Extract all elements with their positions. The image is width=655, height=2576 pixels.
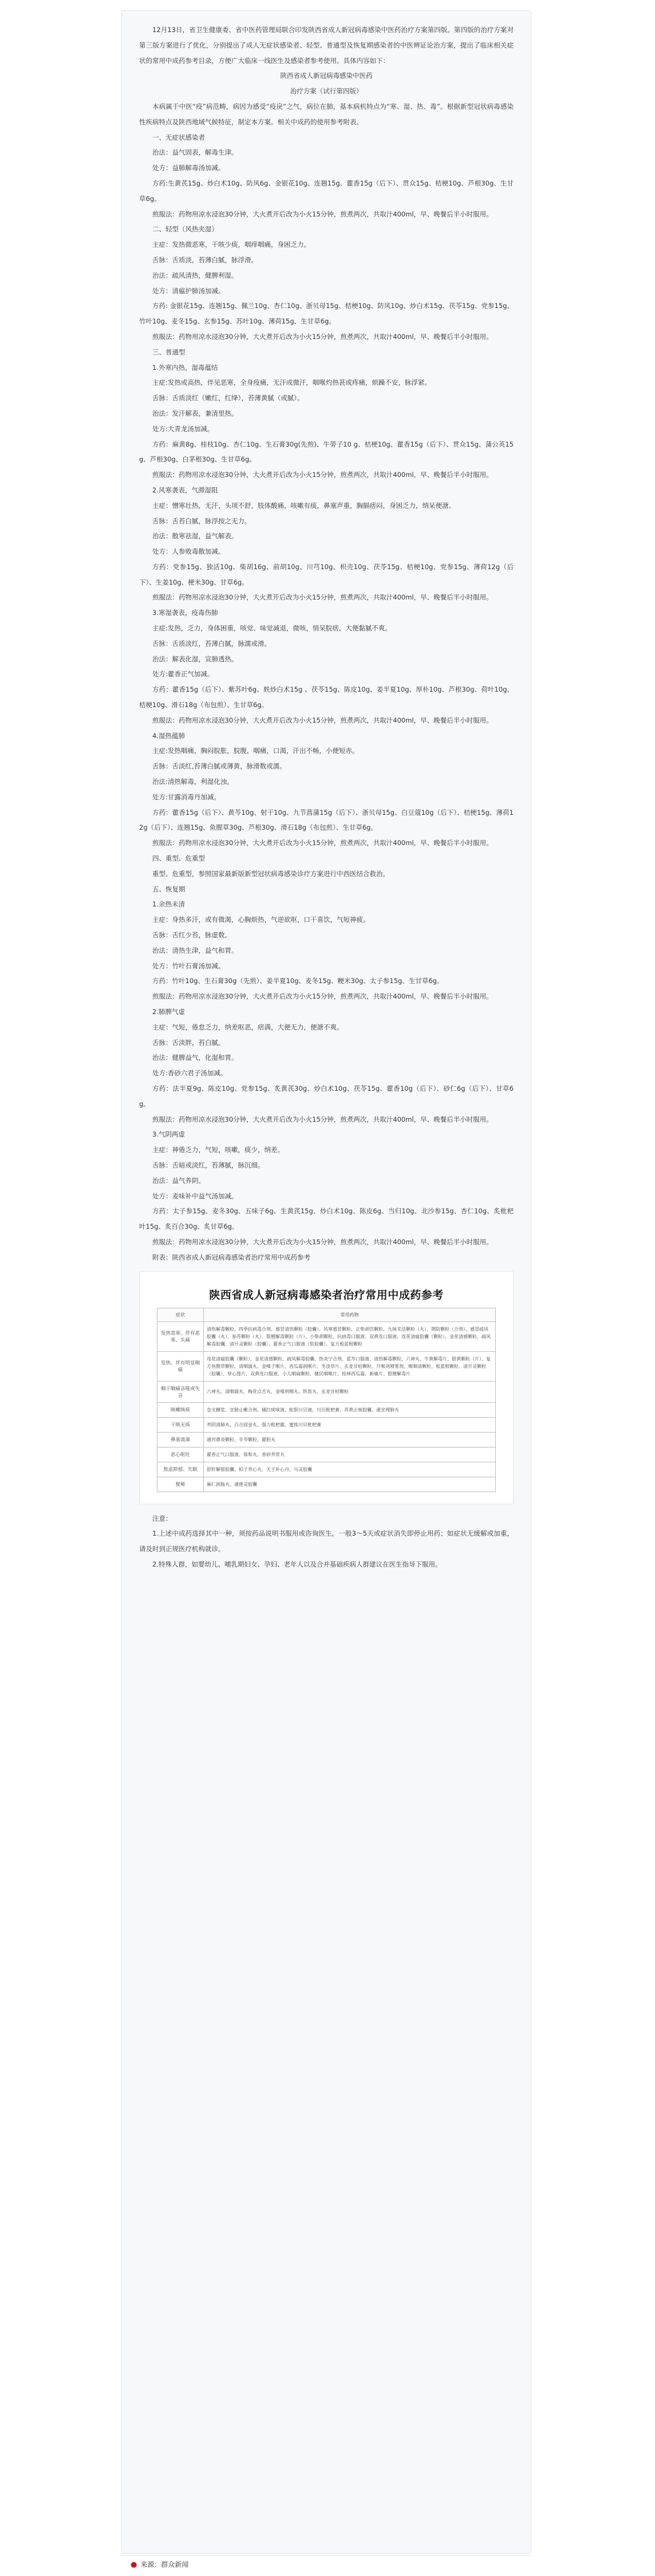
table-cell-medicines: 养阴清肺丸、百合固金丸、强力枇杷露、蜜炼川贝枇杷膏 [204,1417,496,1432]
table-row [157,1477,496,1492]
paragraph: 处方：益肺解毒汤加减。 [152,164,225,172]
paragraph: 舌脉：舌暗或淡红，苔薄腻，脉沉细。 [152,1161,265,1169]
table-row [157,1402,496,1417]
table-row [157,1417,496,1432]
paragraph: 1.外寒内热，湿毒蕴结 [152,363,218,372]
paragraph: 4.湿热蕴肺 [152,731,185,740]
paragraph: 主症：身热多汗，或有微渴，心胸烦热，气逆欲呕，口干喜饮，气短神疲。 [152,916,370,924]
paragraph: 治法：发汗解表，兼清里热。 [152,409,238,417]
paragraph: 主症:发热，乏力，身体困重，咳觉、味觉减退，微咳，悄呆脘痞，大便黏腻不爽。 [152,624,392,633]
paragraph: 煎服法：药物用凉水浸泡30分钟，大火煮开后改为小火15分钟，煎煮两次，共取汁400ml，早、晚餐后半小时服用。 [152,471,493,479]
table-cell-medicines: 连花清瘟胶囊（颗粒）、金花清感颗粒、疏风解毒胶囊、热炎宁合剂、蓝芩口服液、清热解毒颗粒、六神丸、牛黄解毒片、银黄颗粒（片）、复方鱼腥草颗粒、清咽滴丸、金嗓子喉片、西瓜霜润喉片、冬凌草片、玄麦甘桔颗粒、开喉剑喷雾剂、喉咽清颗粒、板蓝根颗粒、清开灵颗粒（胶囊）、穿心莲片、双黄连口服液、小儿咽扁颗粒、健民咽喉片、桂林西瓜霜、新癀片、银翘解毒片 [204,1351,496,1381]
paragraph: 煎服法：药物用凉水浸泡30分钟，大火煮开后改为小火15分钟，煎煮两次，共取汁400ml，早、晚餐后半小时服用。 [152,992,493,1001]
paragraph: 方药: 金银花15g、连翘15g、佩兰10g、杏仁10g、浙贝母15g、桔梗10g、防风10g、炒白术15g、茯苓15g、党参15g、竹叶10g、麦冬15g、玄参15g、苏叶10g、薄荷15g、生甘草6g。 [139,302,514,326]
paragraph: 煎服法：药物用凉水浸泡30分钟，大火煮开后改为小火15分钟，煎煮两次，共取汁400ml，早、晚餐后半小时服用。 [152,332,493,341]
paragraph: 一、无症状感染者 [152,133,205,141]
paragraph: 方药：藿香15g（后下）、黄芩10g、射干10g、九节菖蒲15g（后下）、浙贝母15g、白豆蔻10g（后下）、桔梗15g、薄荷12g（后下）、连翘15g、鱼腥草30g、芦根30g、滑石18g（布包煎）、生甘草6g。 [139,808,514,832]
paragraph: 四、重型、危重型 [152,854,205,863]
table-cell-medicines: 急支糖浆、宣肺止嗽合剂、橘红痰咳液、蛇胆川贝液、川贝枇杷膏、苏黄止咳胶囊、通宣理肺丸 [204,1402,496,1417]
paragraph: 治法：清热生津，益气和胃。 [152,946,238,954]
paragraph: 舌脉：舌淡胖，苔白腻。 [152,1038,225,1047]
table-cell-medicines: 清热解毒颗粒、四季抗病毒合剂、感冒清热颗粒（胶囊）、风寒感冒颗粒、正柴胡饮颗粒、九味羌活颗粒（丸）、荆防颗粒（合剂）、感冒疏风胶囊（丸）、参苏颗粒（丸）、银翘解毒颗粒（片）、小柴胡颗粒、抗病毒口服液、双黄连口服液、连花清瘟胶囊（颗粒）、金花清感颗粒、疏风解毒胶囊、清开灵颗粒（胶囊）、藿香正气口服液（软胶囊）、复方板蓝根颗粒 [204,1321,496,1351]
paragraph: 煎服法：药物用凉水浸泡30分钟，大火煮开后改为小火15分钟，煎煮两次，共取汁400ml，早、晚餐后半小时服用。 [152,1115,493,1123]
paragraph: 重型、危重型，参照国家最新版新型冠状病毒感染诊疗方案进行中西医结合救治。 [152,869,389,878]
paragraph: 处方：竹叶石膏汤加减。 [152,961,225,970]
paragraph: 煎服法：药物用凉水浸泡30分钟，大火煮开后改为小火15分钟，煎煮两次，共取汁400ml，早、晚餐后半小时服用。 [152,210,493,218]
paragraph: 治法：益气养阴。 [152,1176,205,1185]
paragraph: 主症：气短，倦怠乏力，纳差呕恶，痞满，大便无力，便溏不爽。 [152,1023,344,1031]
paragraph: 方药:生黄芪15g、炒白术10g、防风6g、金银花10g、连翘15g、藿香15g（后下）、贯众15g、桔梗10g、芦根30g、生甘草6g。 [139,179,514,203]
paragraph: 注意： [152,1514,172,1522]
table-row [157,1447,496,1462]
paragraph: 方药：竹叶10g、生石膏30g（先煎）、姜半夏10g、麦冬15g、粳米30g、太子参15g、生甘草6g。 [152,977,444,985]
article-paragraphs-top [139,22,514,1265]
paragraph: 方药：法半夏9g、陈皮10g、党参15g、炙黄芪30g、炒白术10g、茯苓15g、藿香10g（后下）、砂仁6g（后下）、甘草6g。 [139,1084,514,1108]
paragraph: 主症:发热或高热，伴见恶寒，全身疫痛，无汗或微汗，咽喉灼热甚或疼痛，烦躁不安，脉浮紧。 [152,378,431,387]
table-cell-medicines: 舒肝解郁胶囊、柏子养心丸、天王补心丹、乌灵胶囊 [204,1462,496,1477]
table-cell-symptom: 发热、伴有明显咽痛 [157,1351,204,1381]
paragraph: 2.特殊人群，如婴幼儿、哺乳期妇女、孕妇、老年人以及合并基础疾病人群建议在医生指导下服用。 [152,1560,442,1568]
paragraph: 治法：健脾益气，化湿和胃。 [152,1054,238,1062]
table-row [157,1381,496,1402]
table-row [157,1432,496,1447]
paragraph: 本病属于中医“疫”病范畴，病因为感受“疫戾”之气，病位在肺，基本病机特点为“寒、湿、热、毒”。根据新型冠状病毒感染性疾病特点及陕西地域气候特征，制定本方案。相关中成药的使用参考附表。 [139,102,514,126]
paragraph: 煎服法：药物用凉水浸泡30分钟，大火煮开后改为小火15分钟，煎煮两次，共取汁400ml，早、晚餐后半小时服用。 [152,593,493,602]
table-cell-symptom: 干咳无痰 [157,1417,204,1432]
paragraph: 治法：解表化湿，宣肺透热。 [152,654,238,663]
table-cell-symptom: 便秘 [157,1477,204,1492]
table-row [157,1351,496,1381]
paragraph: 方药：麻黄8g、桂枝10g、杏仁10g、生石膏30g(先煎)、牛蒡子10 g、桔梗10g、藿香15g（后下）、贯众15g、蒲公英15g、芦根30g、白茅根30g、生甘草6g。 [139,440,514,464]
table-cell-symptom: 咽干咽痛音哑或失音 [157,1381,204,1402]
table-row [157,1462,496,1477]
paragraph: 舌脉：舌淡红,苔薄白腻或薄黄，脉滑数或濡。 [152,762,286,771]
paragraph: 舌脉：舌红少苔，脉虚数。 [152,931,231,940]
table-cell-medicines: 藿香正气口服液、保和丸、香砂养胃丸 [204,1447,496,1462]
paragraph: 附表：陕西省成人新冠病毒感染者治疗常用中成药参考 [152,1253,310,1261]
table-cell-symptom: 鼻塞流涕 [157,1432,204,1447]
source-text: 来源：群众新闻 [140,2561,189,2569]
paragraph: 舌脉：舌质淡红，苔薄白腻，脉濡或滑。 [152,639,271,648]
paragraph: 煎服法：药物用凉水浸泡30分钟，大火煮开后改为小火15分钟，煎煮两次，共取汁400ml，早、晚餐后半小时服用。 [152,839,493,847]
paragraph: 治法：疏风清热，健脾利湿。 [152,271,238,279]
paragraph: 主症:发热咽痛，胸闷脘胀，脘腹，咽痛，口渴，汗出不畅，小便短赤。 [152,747,359,755]
paragraph: 治法：益气固表，解毒生津。 [152,148,238,157]
paragraph: 3.气阴两虚 [152,1130,185,1139]
table-cell-symptom: 恶心呕吐 [157,1447,204,1462]
article-paragraphs-bottom [139,1511,514,1572]
appendix-table-title: 陕西省成人新冠病毒感染者治疗常用中成药参考 [209,1288,444,1301]
article-body [121,10,531,2554]
paragraph: 2.风寒袭表，气滞湿阻 [152,486,218,494]
paragraph: 煎服法：药物用凉水浸泡30分钟，大火煮开后改为小火15分钟，煎煮两次，共取汁400ml，早、晚餐后半小时服用。 [152,716,493,724]
paragraph: 1.余热未清 [152,900,185,909]
paragraph: 陕西省成人新冠病毒感染中医药 [280,72,373,80]
paragraph: 方药：党参15g、独活10g、柴胡16g、前胡10g、川芎10g、枳壳10g、茯苓15g、桔梗10g、党参15g、薄荷12g（后下）、生姜10g、梗米30g、甘草6g。 [139,562,514,586]
table-cell-symptom: 咳嗽咳痰 [157,1402,204,1417]
paragraph: 处方:藿香正气加减。 [152,670,214,678]
paragraph: 治疗方案（试行第四版） [290,87,363,96]
paragraph: 2.肺脾气虚 [152,1008,185,1016]
paragraph: 治法：散寒祛湿，益气解表。 [152,532,238,541]
paragraph: 3.寒湿袭表，疫毒伤肺 [152,609,218,617]
table-cell-symptom: 焦虑抑郁、失眠 [157,1462,204,1477]
paragraph: 处方:香砂六君子汤加减。 [152,1069,227,1078]
table-row [157,1321,496,1351]
paragraph: 处方：麦味补中益气汤加减。 [152,1192,238,1200]
paragraph: 处方：人参败毒散加减。 [152,547,225,556]
paragraph: 处方：清瘟护肺汤加减。 [152,286,225,295]
table-header-medicines: 常用药物 [204,1308,496,1321]
paragraph: 治法:清热解毒，利湿化浊。 [152,778,234,786]
paragraph: 方药：藿香15g（后下）、紫苏叶6g、麸炒白术15g 、茯苓15g、陈皮10g、姜半夏10g、厚朴10g、芦根30g、荷叶10g、桔梗10g、滑石18g（布包煎）、生甘草6g。 [139,685,514,709]
paragraph: 舌脉：舌质淡红（嫩红，红绛），苔薄黄腻（或腻）。 [152,394,304,403]
paragraph: 主症：憎寒壮热，无汗，头项不舒，肢体酸痛，咳嗽有痰，鼻塞声重，胸膈痞闷，身困乏力，纳呆便溏。 [152,501,455,510]
paragraph: 主症：神倦乏力，气短，咳嗽，痰少，纳差。 [152,1146,284,1154]
paragraph: 舌脉：舌质淡，苔薄白腻，脉浮滑。 [152,255,258,264]
paragraph: 三、普通型 [152,348,186,356]
paragraph: 二、轻型（风热夹湿） [152,225,218,234]
source-marker-icon: ● [131,2561,137,2569]
table-cell-medicines: 六神丸、清咽滴丸、梅花点舌丸、金嗓利咽丸、铁笛丸、玄麦甘桔颗粒 [204,1381,496,1402]
paragraph: 处方:甘露消毒丹加减。 [152,792,220,801]
source-footer [121,2555,531,2573]
paragraph: 煎服法：药物用凉水浸泡30分钟，大火煮开后改为小火15分钟，煎煮两次，共取汁400ml，早、晚餐后半小时服用。 [152,1237,493,1246]
paragraph: 处方:大青龙汤加减。 [152,424,214,433]
paragraph: 12月13日，省卫生健康委、省中医药管理局联合印发陕西省成人新冠病毒感染中医药治疗方案第四版。第四版的治疗方案对第三版方案进行了优化，分别提出了成人无症状感染者、轻型、普通型及恢复期感染者的中医辨证论治方案，提出了临床相关症状的常用中成药参考目录，方便广大临床一线医生及感染者参考使用。具体内容如下： [139,26,514,65]
paragraph: 1.上述中成药选择其中一种，须按药品说明书服用或咨询医生，一般3～5天或症状消失即停止用药；如症状无缓解或加重，请及时到正规医疗机构就诊。 [139,1529,514,1553]
table-cell-medicines: 通窍鼻炎颗粒、辛芩颗粒、藿胆丸 [204,1432,496,1447]
appendix-table-image [139,1271,514,1504]
table-cell-symptom: 发热畏寒、伴有恶寒、头痛 [157,1321,204,1351]
paragraph: 五、恢复期 [152,885,186,893]
paragraph: 方药：太子参15g、麦冬30g、五味子6g、生黄芪15g、炒白术10g、陈皮6g、当归10g、北沙参15g、杏仁10g、炙枇杷叶15g、炙百合30g、炙甘草6g。 [139,1207,514,1231]
table-cell-medicines: 麻仁润肠丸、通便灵胶囊 [204,1477,496,1492]
paragraph: 主症：发热微恶寒，干咳少痰，咽痒咽痛，身困乏力。 [152,240,310,249]
table-body [157,1321,496,1492]
appendix-table [157,1308,496,1492]
table-header-row [157,1308,496,1321]
table-header-symptom: 症状 [157,1308,204,1321]
paragraph: 舌脉：舌苔白腻，脉浮按之无力。 [152,516,251,525]
